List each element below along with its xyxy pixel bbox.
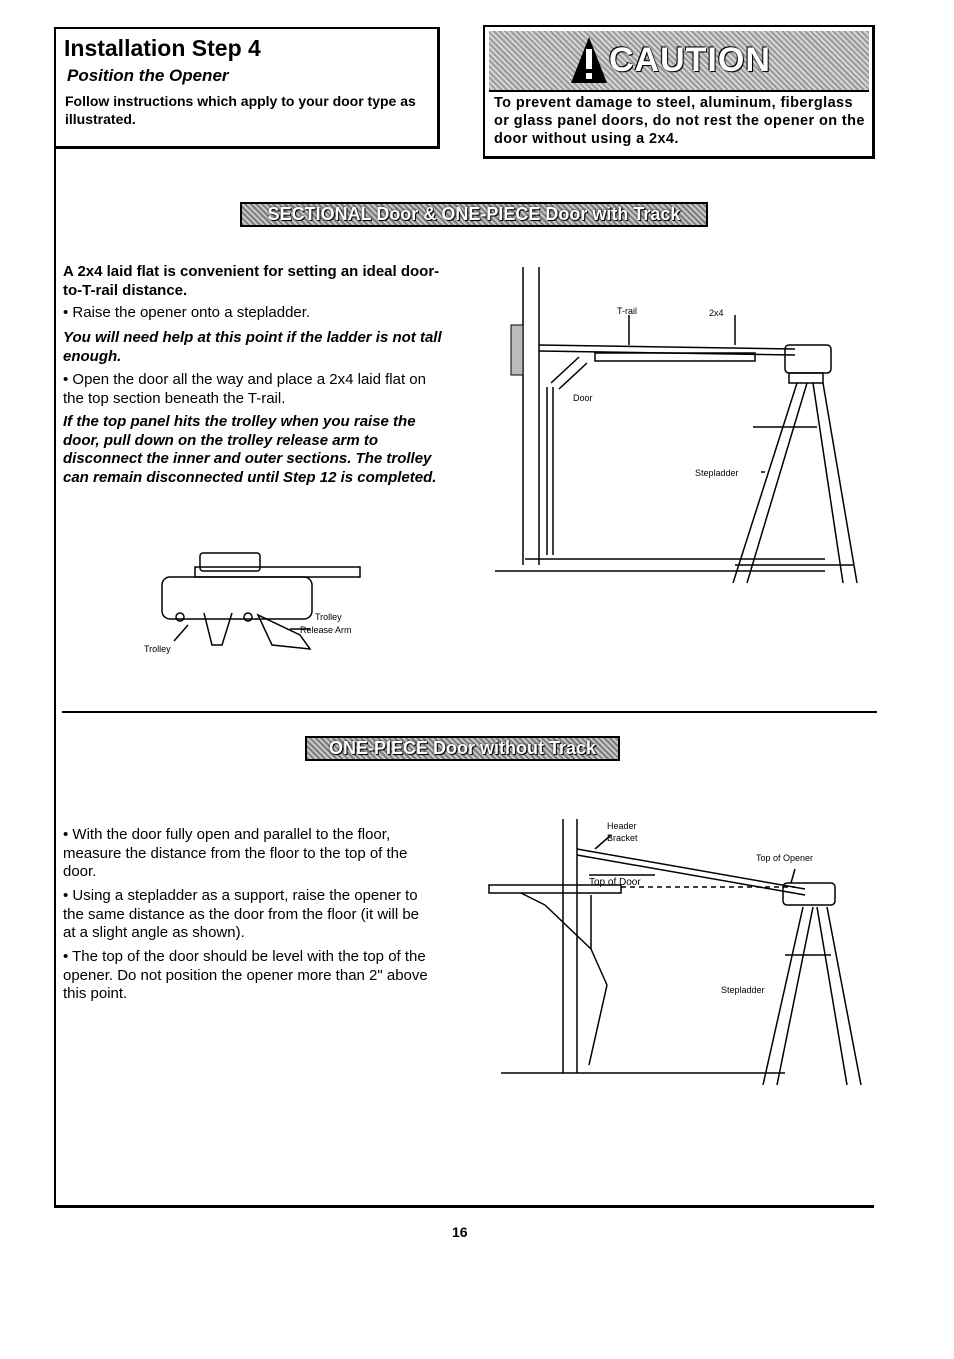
stepladder-label: Stepladder xyxy=(695,468,739,478)
top-of-opener-label: Top of Opener xyxy=(756,853,814,863)
page-title: Installation Step 4 xyxy=(64,35,261,61)
section2-bullet-1: • With the door fully open and parallel to the floor, measure the distance from the floor to the top of the door. xyxy=(63,826,408,880)
header-bracket-label-2: Bracket xyxy=(607,833,638,843)
header-bracket-label-1: Header xyxy=(607,821,637,831)
left-rule xyxy=(54,148,56,1208)
section-divider xyxy=(62,711,877,713)
section-banner-with-track: SECTIONAL Door & ONE-PIECE Door with Track xyxy=(240,202,708,227)
section1-note-2: If the top panel hits the trolley when you raise the door, pull down on the trolley release arm to disconnect the inner and outer sections. The trolley can remain disconnected until Step 12 is completed. xyxy=(63,413,437,486)
trolley-label: Trolley xyxy=(144,644,171,654)
twobyfour-label: 2x4 xyxy=(709,308,724,318)
sectional-door-diagram xyxy=(495,265,865,585)
door-label: Door xyxy=(573,393,593,403)
caution-banner xyxy=(489,31,869,92)
step-instruction: Follow instructions which apply to your door type as illustrated. xyxy=(65,93,416,127)
warning-icon xyxy=(569,35,609,85)
section1-note-1: You will need help at this point if the ladder is not tall enough. xyxy=(63,329,442,365)
section-banner-without-track: ONE-PIECE Door without Track xyxy=(305,736,620,761)
section1-bullet-1: • Raise the opener onto a stepladder. xyxy=(63,304,311,321)
stepladder-label-2: Stepladder xyxy=(721,985,765,995)
section2-bullet-3: • The top of the door should be level with the top of the opener. Do not position the opener more than 2" above this point. xyxy=(63,948,428,1002)
caution-label: CAUTION xyxy=(609,41,771,79)
one-piece-door-diagram xyxy=(485,815,865,1090)
caution-text: To prevent damage to steel, aluminum, fiberglass or glass panel doors, do not rest the opener on the door without using a 2x4. xyxy=(494,95,865,147)
section2-bullet-2: • Using a stepladder as a support, raise the opener to the same distance as the door from the floor (it will be at a slight angle as shown). xyxy=(63,887,420,941)
trolley-release-label-1: Trolley xyxy=(315,612,342,622)
page-number: 16 xyxy=(452,1224,468,1240)
trolley-diagram xyxy=(140,545,380,660)
section1-bullet-2: • Open the door all the way and place a 2x4 laid flat on the top section beneath the T-rail. xyxy=(63,371,426,407)
bottom-rule xyxy=(54,1205,874,1208)
caution-box xyxy=(483,25,875,159)
section1-intro: A 2x4 laid flat is convenient for setting an ideal door-to-T-rail distance. xyxy=(63,263,440,299)
top-of-door-label: Top of Door xyxy=(589,877,641,888)
step-box xyxy=(54,27,440,149)
step-subtitle: Position the Opener xyxy=(67,66,229,85)
trail-label: T-rail xyxy=(617,306,637,316)
trolley-release-label-2: Release Arm xyxy=(300,625,352,635)
